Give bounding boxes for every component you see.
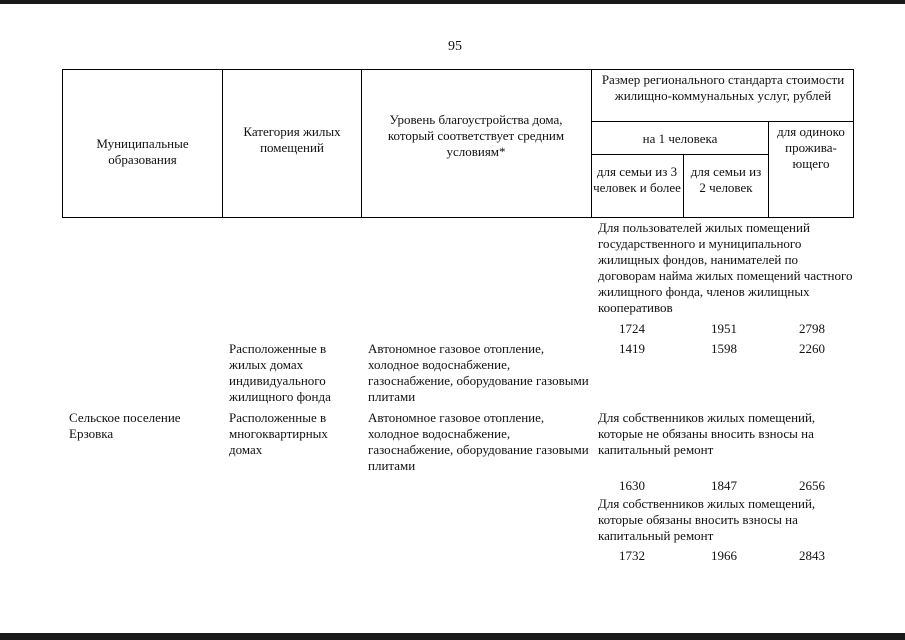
value-family2: 1598: [711, 341, 737, 356]
header-single: для одиноко прожива-ющего: [777, 124, 845, 171]
value-family3: 1630: [619, 478, 645, 493]
value-family3: 1724: [619, 321, 645, 336]
value-family2: 1951: [711, 321, 737, 336]
municipality-name: Сельское поселение Ерзовка: [69, 410, 181, 441]
row-apartment-level: Автономное газовое отопление, холодное водоснабжение, газоснабжение, оборудование газовыми плитами: [368, 410, 589, 473]
value-single: 2843: [799, 548, 825, 563]
value-single: 2656: [799, 478, 825, 493]
header-municipality: Муниципальные образования: [96, 136, 189, 167]
header-category: Категория жилых помещений: [243, 124, 341, 155]
row-private-level: Автономное газовое отопление, холодное водоснабжение, газоснабжение, оборудование газовыми плитами: [368, 341, 589, 404]
value-single: 2260: [799, 341, 825, 356]
page-number: 95: [448, 39, 462, 54]
value-family2: 1966: [711, 548, 737, 563]
group-2-title: Для собственников жилых помещений, которые не обязаны вносить взносы на капитальный ремонт: [598, 410, 816, 457]
value-family3: 1732: [619, 548, 645, 563]
row-apartment-category: Расположенные в многоквартирных домах: [229, 410, 328, 457]
value-family2: 1847: [711, 478, 737, 493]
bottom-border: [0, 633, 905, 640]
header-level: Уровень благоустройства дома, который соответствует средним условиям*: [387, 112, 565, 159]
header-family-2: для семьи из 2 человек: [690, 164, 762, 195]
header-family-3: для семьи из 3 человек и более: [593, 164, 681, 195]
group-3-title: Для собственников жилых помещений, которые обязаны вносить взносы на капитальный ремонт: [598, 496, 816, 543]
group-1-title: Для пользователей жилых помещений государственного и муниципального жилищных фондов, нанимателей по договорам найма жилых помещений частного жилищного фонда, членов жилищных кооперативов: [598, 220, 853, 315]
row-private-category: Расположенные в жилых домах индивидуального жилищного фонда: [229, 341, 331, 404]
header-standard: Размер регионального стандарта стоимости жилищно-коммунальных услуг, рублей: [601, 72, 845, 103]
value-family3: 1419: [619, 341, 645, 356]
header-per-person: на 1 человека: [642, 131, 718, 146]
top-border: [0, 0, 905, 4]
value-single: 2798: [799, 321, 825, 336]
